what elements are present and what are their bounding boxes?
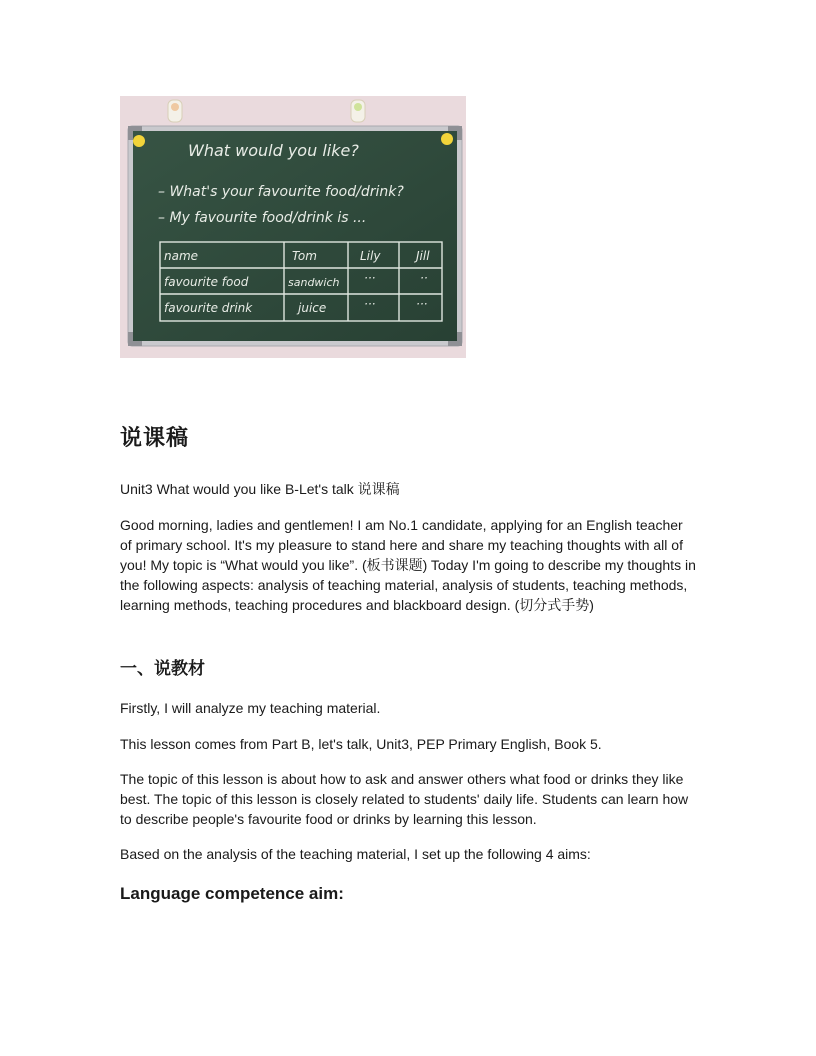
intro-paragraph: Good morning, ladies and gentlemen! I am No.1 candidate, applying for an English teacher of primary school. It's my pleasure to stand here and share my teaching thoughts with all of you! My topic is “What would you like”. (板书课题) Today I'm going to describe my thoughts in the following aspects: analysis of teaching material, analysis of students, teaching methods, learning methods, teaching procedures and blackboard design. (切分式手势) xyxy=(120,517,696,613)
board-cell-r1c0: favourite drink xyxy=(164,301,253,315)
hook-left-icon xyxy=(168,100,182,122)
board-cell-r0c3: ·· xyxy=(420,271,428,285)
paragraph-analyze: Firstly, I will analyze my teaching material. xyxy=(120,700,381,716)
board-line-1: – What's your favourite food/drink? xyxy=(158,184,404,200)
board-title: What would you like? xyxy=(188,141,359,160)
paragraph-lesson-source: This lesson comes from Part B, let's talk, Unit3, PEP Primary English, Book 5. xyxy=(120,736,602,752)
board-cell-r0c1: sandwich xyxy=(288,276,340,289)
magnet-right-icon xyxy=(441,133,453,145)
board-line-2: – My favourite food/drink is ... xyxy=(158,210,367,226)
board-cell-r1c3: ··· xyxy=(416,297,428,311)
paragraph-topic: The topic of this lesson is about how to ask and answer others what food or drinks they like best. The topic of this lesson is closely related to students' daily life. Students can learn how to describe people's favourite food or drinks by learning this lesson. xyxy=(120,771,689,827)
board-cell-h0: name xyxy=(164,249,199,263)
paragraph-aims: Based on the analysis of the teaching material, I set up the following 4 aims: xyxy=(120,846,591,862)
blackboard-photo xyxy=(120,96,466,358)
blackboard-illustration xyxy=(120,96,466,358)
board-cell-r0c0: favourite food xyxy=(164,275,249,289)
board-cell-h3: Jill xyxy=(416,249,430,263)
document-subtitle: Unit3 What would you like B-Let's talk 说课稿 xyxy=(120,481,400,497)
board-cell-h1: Tom xyxy=(292,249,317,263)
board-cell-r1c1: juice xyxy=(298,301,327,315)
magnet-left-icon xyxy=(133,135,145,147)
document-title: 说课稿 xyxy=(120,426,190,451)
hook-right-icon xyxy=(351,100,365,122)
board-cell-r0c2: ··· xyxy=(364,271,376,285)
board-cell-h2: Lily xyxy=(360,249,381,263)
board-cell-r1c2: ··· xyxy=(364,297,376,311)
section-heading-teaching-material: 一、说教材 xyxy=(120,659,205,679)
aim-heading-language: Language competence aim: xyxy=(120,884,344,903)
